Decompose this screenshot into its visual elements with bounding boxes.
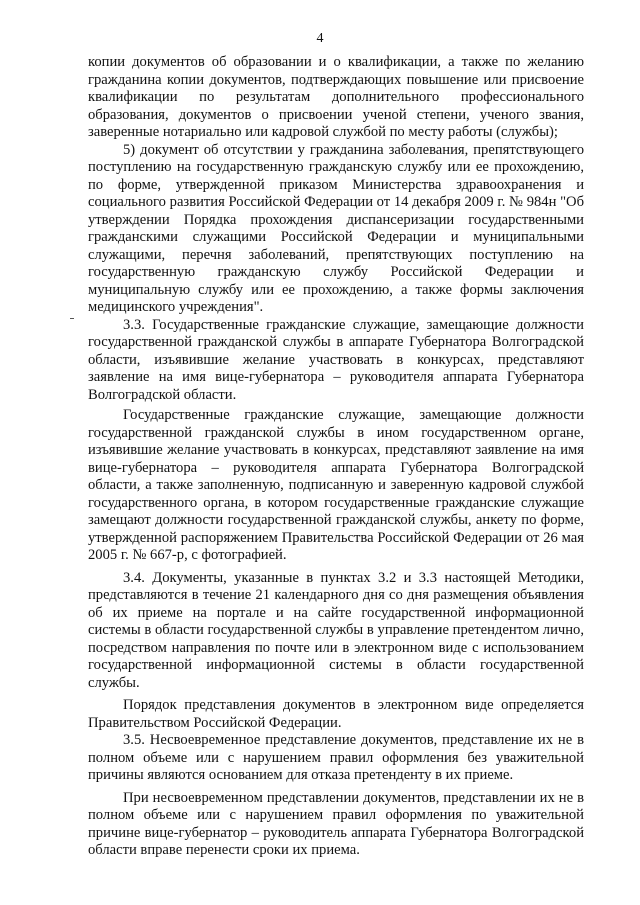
paragraph-section-3-5: 3.5. Несвоевременное представление документов, представление их не в полном объеме или с нарушением правил оформления без уважительной причины являются основанием для отказа претенденту в их приеме.	[88, 732, 584, 783]
paragraph-section-3-3: 3.3. Государственные гражданские служащие, замещающие должности государственной гражданской службы в аппарате Губернатора Волгоградской области, изъявившие желание участвовать в конкурсах, представляют заявление на имя вице-губернатора – руководителя аппарата Губернатора Волгоградской области.	[88, 316, 584, 403]
document-body	[88, 54, 584, 860]
paragraph-valid-reason-deadline: При несвоевременном представлении документов, представлении их не в полном объеме или с нарушением правил оформления по уважительной причине вице-губернатор – руководитель аппарата Губернатора Волгоградской области вправе перенести сроки их приема.	[88, 789, 584, 858]
paragraph-section-3-4: 3.4. Документы, указанные в пунктах 3.2 и 3.3 настоящей Методики, представляются в течение 21 календарного дня со дня размещения объявления об их приеме на портале и на сайте государственной информационной системы в области государственной службы в управление претендентом лично, посредством направления по почте или в электронном виде с использованием государственной информационной системы в области государственной службы.	[88, 569, 584, 691]
margin-mark	[70, 318, 74, 319]
paragraph-other-agency-employees: Государственные гражданские служащие, замещающие должности государственной гражданской службы в ином государственном органе, изъявившие желание участвовать в конкурсах, представляют заявление на имя вице-губернатора – руководителя аппарата Губернатора Волгоградской области, а также заполненную, подписанную и заверенную кадровой службой государственного органа, в котором государственные гражданские служащие замещают должности государственной гражданской службы, анкету по форме, утвержденной распоряжением Правительства Российской Федерации от 26 мая 2005 г. № 667-р, с фотографией.	[88, 407, 584, 563]
paragraph-medical-certificate: 5) документ об отсутствии у гражданина заболевания, препятствующего поступлению на государственную гражданскую службу или ее прохождению, по форме, утвержденной приказом Министерства здравоохранения и социального развития Российской Федерации от 14 декабря 2009 г. № 984н "Об утверждении Порядка прохождения диспансеризации государственными гражданскими служащими Российской Федерации и муниципальными служащими, перечня заболеваний, препятствующих поступлению на государственную гражданскую службу Российской Федерации и муниципальную службу или ее прохождению, а также формы заключения медицинского учреждения".	[88, 141, 584, 315]
paragraph-document-copies: копии документов об образовании и о квалификации, а также по желанию гражданина копии документов, подтверждающих повышение или присвоение квалификации по результатам дополнительного профессионального образования, документов о присвоении ученой степени, ученого звания, заверенные нотариально или кадровой службой по месту работы (службы);	[88, 54, 584, 140]
page-number: 4	[316, 31, 324, 46]
paragraph-electronic-submission: Порядок представления документов в электронном виде определяется Правительством Российской Федерации.	[88, 697, 584, 731]
